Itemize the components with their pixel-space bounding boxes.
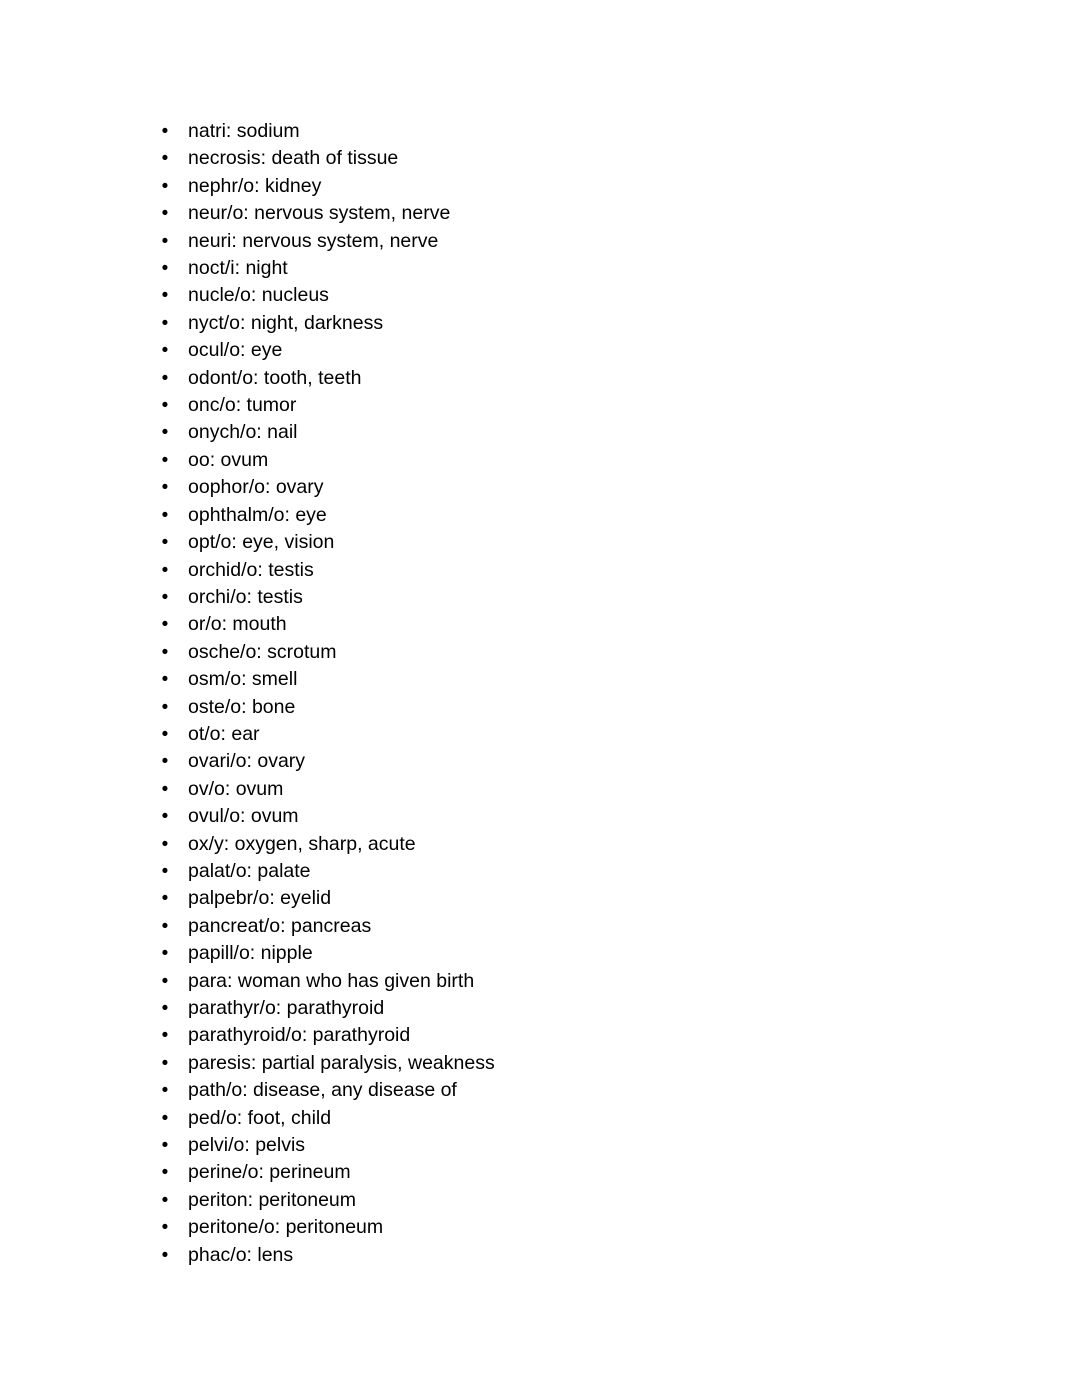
- bullet-icon: •: [161, 285, 169, 307]
- term-definition-text: ocul/o: eye: [188, 339, 283, 362]
- bullet-icon: •: [161, 559, 169, 581]
- bullet-icon: •: [161, 641, 169, 663]
- bullet-icon: •: [161, 1052, 169, 1074]
- term-definition-text: ovari/o: ovary: [188, 750, 306, 773]
- bullet-icon: •: [161, 1217, 169, 1239]
- term-definition-text: palat/o: palate: [188, 859, 311, 882]
- bullet-icon: •: [161, 586, 169, 608]
- list-item: [150, 776, 930, 803]
- list-item: [150, 310, 930, 337]
- bullet-icon: •: [161, 833, 169, 855]
- bullet-icon: •: [161, 1025, 169, 1047]
- list-item: [150, 1022, 930, 1049]
- bullet-icon: •: [161, 669, 169, 691]
- bullet-icon: •: [161, 751, 169, 773]
- list-item: [150, 1187, 930, 1214]
- list-item: [150, 200, 930, 227]
- list-item: [150, 392, 930, 419]
- bullet-icon: •: [161, 1080, 169, 1102]
- bullet-icon: •: [161, 258, 169, 280]
- list-item: [150, 255, 930, 282]
- list-item: [150, 1159, 930, 1186]
- bullet-icon: •: [161, 1107, 169, 1129]
- bullet-icon: •: [161, 340, 169, 362]
- term-definition-text: nyct/o: night, darkness: [188, 311, 384, 334]
- term-definition-text: ovul/o: ovum: [188, 805, 299, 828]
- term-definition-text: parathyr/o: parathyroid: [188, 997, 385, 1019]
- list-item: [150, 1214, 930, 1241]
- list-item: [150, 748, 930, 775]
- list-item: [150, 913, 930, 940]
- term-definition-text: ot/o: ear: [188, 722, 260, 745]
- list-item: [150, 858, 930, 885]
- list-item: [150, 529, 930, 556]
- term-definition-text: pelvi/o: pelvis: [188, 1134, 306, 1157]
- list-item: [150, 419, 930, 446]
- term-definition-text: periton: peritoneum: [188, 1188, 357, 1211]
- bullet-icon: •: [161, 203, 169, 225]
- glossary-content: [150, 118, 930, 1269]
- term-definition-text: neuri: nervous system, nerve: [188, 229, 439, 252]
- bullet-icon: •: [161, 312, 169, 334]
- list-item: [150, 228, 930, 255]
- term-definition-text: nephr/o: kidney: [188, 174, 322, 197]
- bullet-icon: •: [161, 1135, 169, 1157]
- list-item: [150, 639, 930, 666]
- medical-term-list: [150, 118, 930, 1269]
- bullet-icon: •: [161, 230, 169, 252]
- list-item: [150, 666, 930, 693]
- term-definition-text: ov/o: ovum: [188, 777, 284, 800]
- term-definition-text: ophthalm/o: eye: [188, 503, 327, 526]
- list-item: [150, 145, 930, 172]
- term-definition-text: osche/o: scrotum: [188, 640, 337, 663]
- list-item: [150, 365, 930, 392]
- list-item: [150, 831, 930, 858]
- bullet-icon: •: [161, 504, 169, 526]
- term-definition-text: perine/o: perineum: [188, 1161, 351, 1184]
- list-item: [150, 721, 930, 748]
- bullet-icon: •: [161, 175, 169, 197]
- list-item: [150, 1242, 930, 1269]
- term-definition-text: oste/o: bone: [188, 695, 296, 718]
- term-definition-text: or/o: mouth: [188, 613, 287, 636]
- list-item: [150, 694, 930, 721]
- list-item: [150, 968, 930, 995]
- bullet-icon: •: [161, 532, 169, 554]
- bullet-icon: •: [161, 1189, 169, 1211]
- term-definition-text: orchid/o: testis: [188, 558, 314, 581]
- bullet-icon: •: [161, 888, 169, 910]
- bullet-icon: •: [161, 970, 169, 992]
- bullet-icon: •: [161, 915, 169, 937]
- term-definition-text: palpebr/o: eyelid: [188, 887, 332, 910]
- term-definition-text: noct/i: night: [188, 257, 288, 280]
- list-item: [150, 1105, 930, 1132]
- term-definition-text: ped/o: foot, child: [188, 1106, 332, 1129]
- bullet-icon: •: [161, 614, 169, 636]
- term-definition-text: neur/o: nervous system, nerve: [188, 202, 451, 225]
- list-item: [150, 584, 930, 611]
- list-item: [150, 995, 930, 1022]
- term-definition-text: papill/o: nipple: [188, 942, 313, 965]
- list-item: [150, 557, 930, 584]
- list-item: [150, 611, 930, 638]
- term-definition-text: pancreat/o: pancreas: [188, 914, 372, 937]
- bullet-icon: •: [161, 148, 169, 170]
- term-definition-text: para: woman who has given birth: [188, 969, 475, 992]
- bullet-icon: •: [161, 449, 169, 471]
- term-definition-text: oophor/o: ovary: [188, 476, 324, 499]
- list-item: [150, 1077, 930, 1104]
- list-item: [150, 337, 930, 364]
- term-definition-text: onych/o: nail: [188, 421, 298, 444]
- bullet-icon: •: [161, 723, 169, 745]
- list-item: [150, 1050, 930, 1077]
- list-item: [150, 803, 930, 830]
- list-item: [150, 1132, 930, 1159]
- bullet-icon: •: [161, 395, 169, 417]
- term-definition-text: necrosis: death of tissue: [188, 147, 399, 170]
- bullet-icon: •: [161, 367, 169, 389]
- bullet-icon: •: [161, 1162, 169, 1184]
- list-item: [150, 173, 930, 200]
- list-item: [150, 118, 930, 145]
- list-item: [150, 885, 930, 912]
- term-definition-text: orchi/o: testis: [188, 585, 303, 608]
- bullet-icon: •: [161, 778, 169, 800]
- list-item: [150, 502, 930, 529]
- term-definition-text: path/o: disease, any disease of: [188, 1079, 457, 1102]
- bullet-icon: •: [161, 121, 169, 142]
- term-definition-text: osm/o: smell: [188, 668, 298, 691]
- term-definition-text: nucle/o: nucleus: [188, 284, 329, 307]
- list-item: [150, 940, 930, 967]
- list-item: [150, 447, 930, 474]
- term-definition-text: parathyroid/o: parathyroid: [188, 1024, 411, 1047]
- term-definition-text: natri: sodium: [188, 120, 300, 142]
- bullet-icon: •: [161, 998, 169, 1019]
- term-definition-text: paresis: partial paralysis, weakness: [188, 1051, 495, 1074]
- term-definition-text: ox/y: oxygen, sharp, acute: [188, 832, 416, 855]
- term-definition-text: oo: ovum: [188, 448, 269, 471]
- bullet-icon: •: [161, 1244, 169, 1266]
- bullet-icon: •: [161, 806, 169, 828]
- term-definition-text: peritone/o: peritoneum: [188, 1216, 384, 1239]
- list-item: [150, 474, 930, 501]
- term-definition-text: opt/o: eye, vision: [188, 531, 335, 554]
- term-definition-text: odont/o: tooth, teeth: [188, 366, 362, 389]
- list-item: [150, 282, 930, 309]
- bullet-icon: •: [161, 860, 169, 882]
- term-definition-text: phac/o: lens: [188, 1243, 294, 1266]
- bullet-icon: •: [161, 696, 169, 718]
- term-definition-text: onc/o: tumor: [188, 394, 297, 417]
- bullet-icon: •: [161, 477, 169, 499]
- bullet-icon: •: [161, 943, 169, 965]
- bullet-icon: •: [161, 422, 169, 444]
